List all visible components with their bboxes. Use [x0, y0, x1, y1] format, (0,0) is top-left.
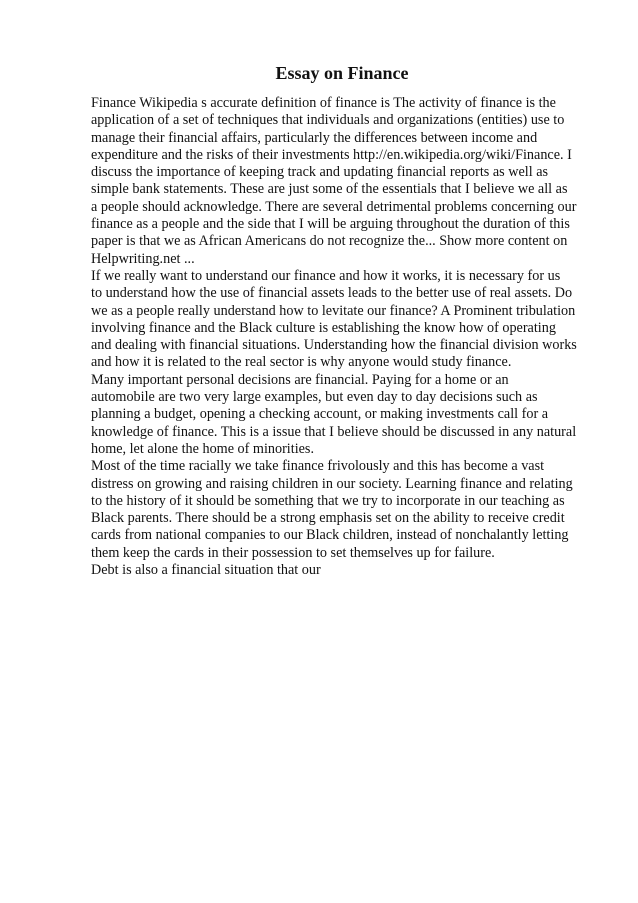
text-line: If we really want to understand our finance and how it works, it is necessary for us — [91, 267, 561, 284]
text-line: Most of the time racially we take finance frivolously and this has become a vast — [91, 458, 545, 475]
text-line: we as a people really understand how to levitate our finance? A Prominent tribulation — [91, 302, 576, 319]
paragraph — [91, 372, 591, 458]
text-line: application of a set of techniques that individuals and organizations (entities) use to — [91, 112, 565, 129]
text-line: Black parents. There should be a strong emphasis set on the ability to receive credit — [91, 510, 565, 527]
text-line: simple bank statements. These are just some of the essentials that I believe we all as — [91, 181, 568, 198]
text-line: knowledge of finance. This is a issue that I believe should be discussed in any natural — [91, 423, 577, 440]
text-line: automobile are two very large examples, but even day to day decisions such as — [91, 389, 538, 406]
text-line: and dealing with financial situations. Understanding how the financial division works — [91, 337, 577, 354]
text-line: cards from national companies to our Black children, instead of nonchalantly letting — [91, 527, 569, 544]
text-line: planning a budget, opening a checking account, or making investments call for a — [91, 406, 549, 423]
text-line: manage their financial affairs, particularly the differences between income and — [91, 129, 538, 146]
document-body — [91, 95, 591, 579]
text-line: to understand how the use of financial assets leads to the better use of real assets. Do — [91, 285, 573, 302]
text-line: Debt is also a financial situation that our — [91, 562, 321, 579]
text-line: expenditure and the risks of their investments http://en.wikipedia.org/wiki/Finance. I — [91, 146, 572, 163]
text-line: involving finance and the Black culture is establishing the know how of operating — [91, 319, 556, 336]
text-line: home, let alone the home of minorities. — [91, 440, 315, 457]
text-line: Many important personal decisions are financial. Paying for a home or an — [91, 371, 509, 388]
text-line: Finance Wikipedia s accurate definition of finance is The activity of finance is the — [91, 95, 556, 111]
paragraph — [91, 458, 591, 562]
text-line: paper is that we as African Americans do not recognize the... Show more content on — [91, 233, 568, 250]
text-line: finance as a people and the side that I will be arguing throughout the duration of this — [91, 216, 570, 233]
paragraph — [91, 95, 591, 268]
text-line: Helpwriting.net ... — [91, 250, 195, 267]
text-line: and how it is related to the real sector is why anyone would study finance. — [91, 354, 512, 371]
paragraph — [91, 562, 591, 579]
document-title: Essay on Finance — [275, 63, 409, 83]
text-line: discuss the importance of keeping track and updating financial reports as well as — [91, 164, 549, 181]
text-line: to the history of it should be something that we try to incorporate in our teaching as — [91, 492, 565, 509]
text-line: them keep the cards in their possession to set themselves up for failure. — [91, 544, 495, 561]
paragraph — [91, 268, 591, 372]
text-line: a people should acknowledge. There are several detrimental problems concerning our — [91, 198, 577, 215]
text-line: distress on growing and raising children in our society. Learning finance and relating — [91, 475, 573, 492]
